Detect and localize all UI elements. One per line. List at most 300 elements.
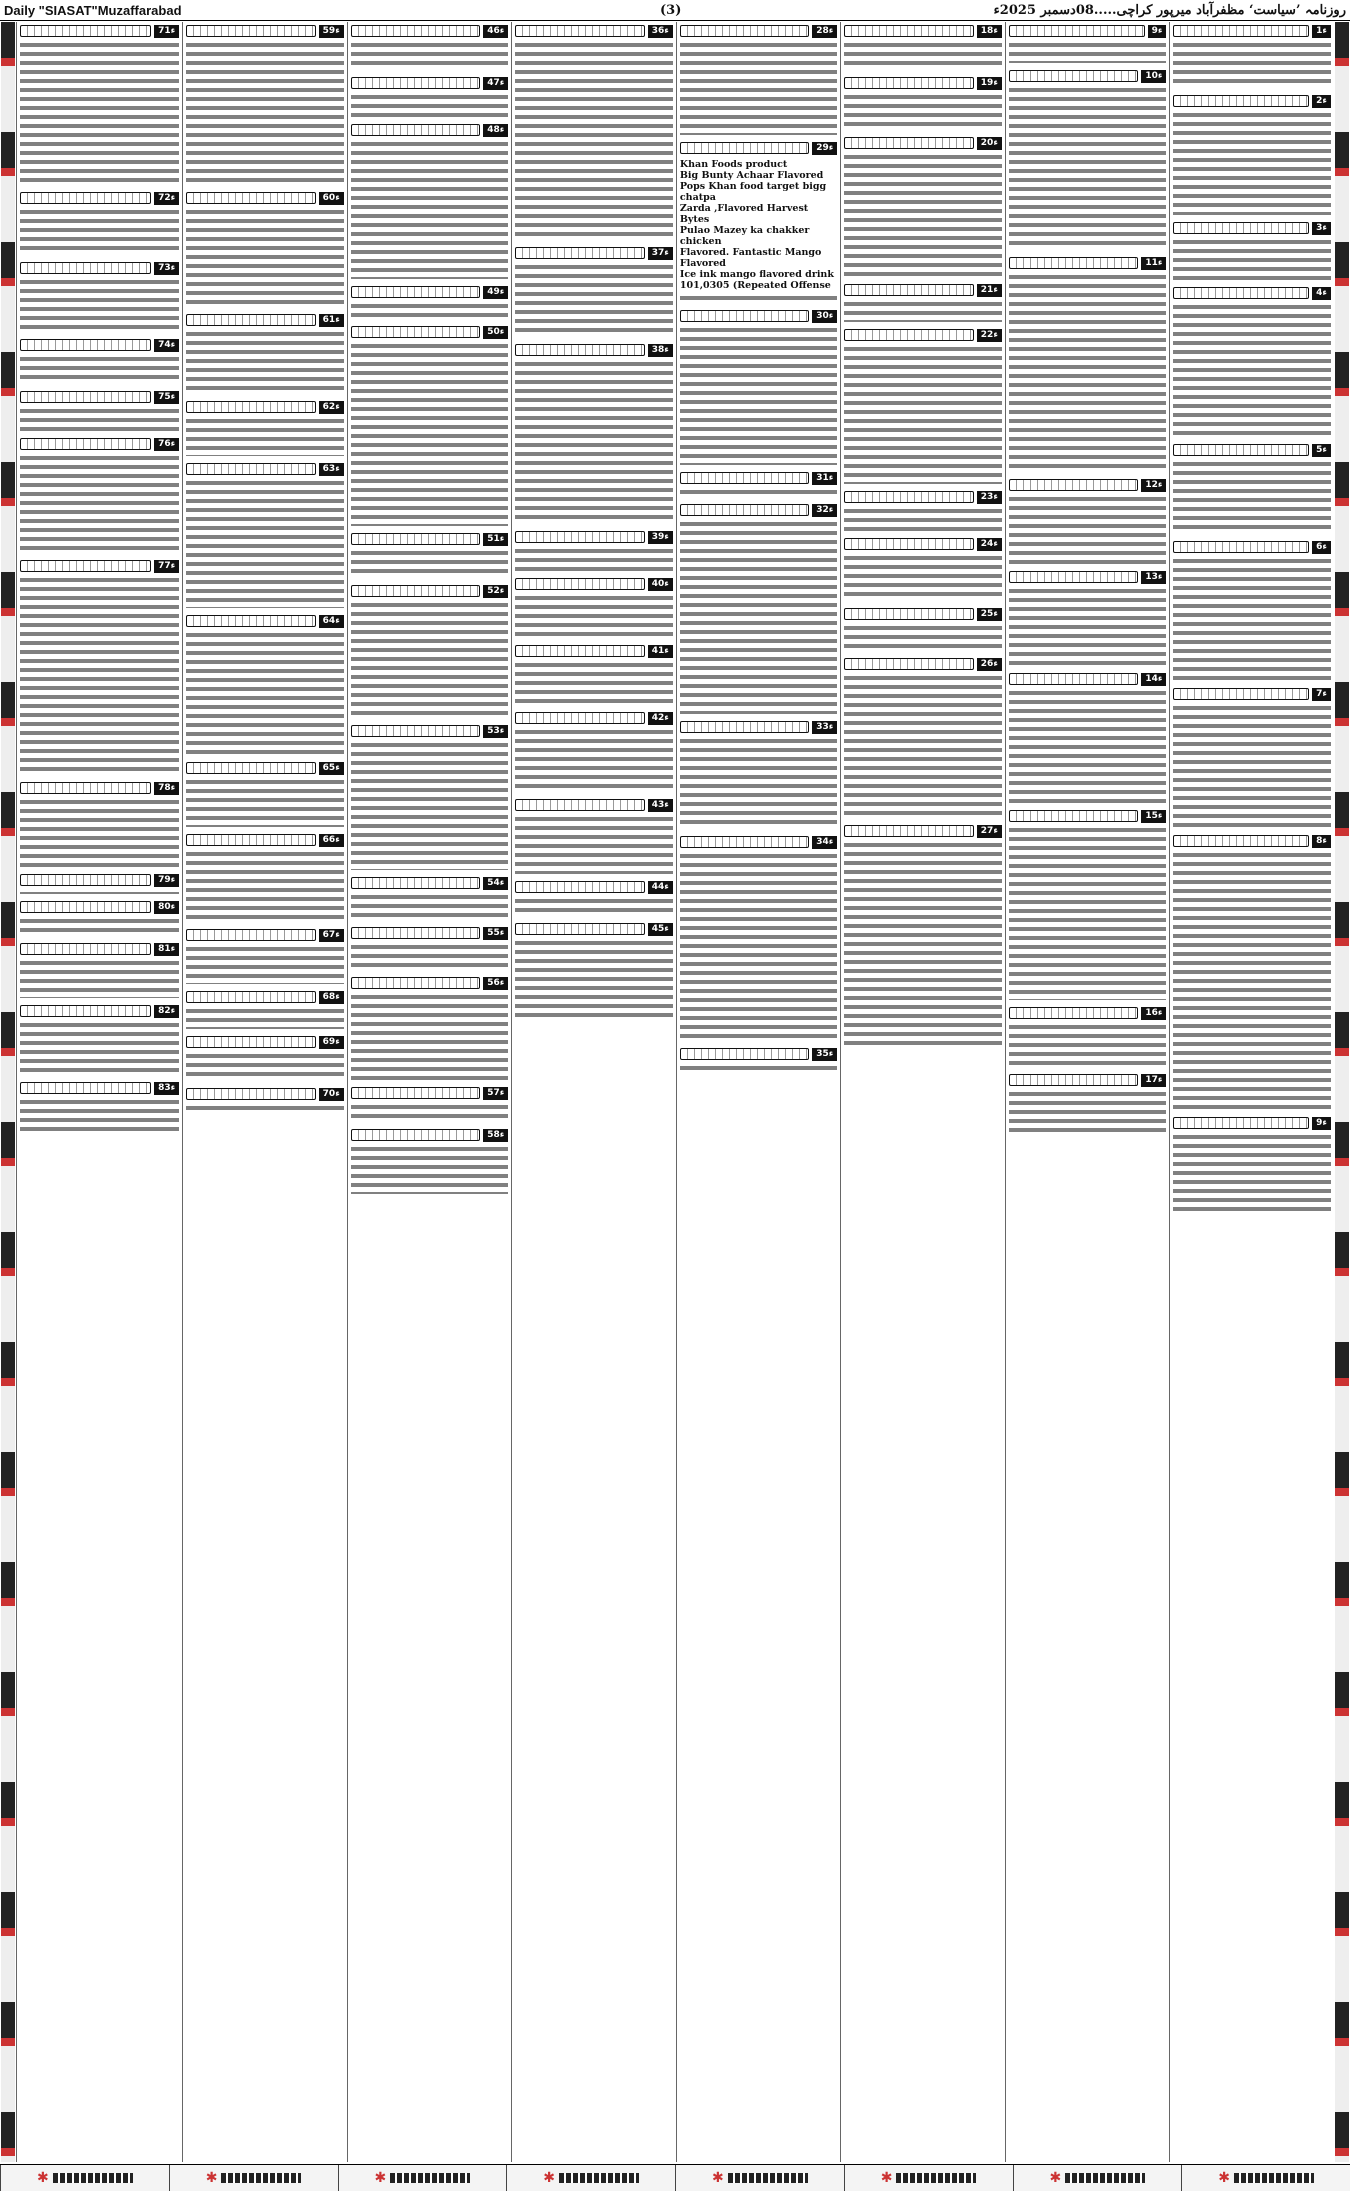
notice-columns (16, 22, 1334, 2162)
notice-title-banner (20, 560, 151, 572)
notice-header (844, 537, 1002, 551)
notice-title-banner (680, 142, 809, 154)
notice-item (1009, 478, 1167, 564)
notice-body-text (351, 942, 509, 970)
notice-item (20, 261, 179, 332)
notice-title-banner (515, 712, 644, 724)
notice-header (844, 607, 1002, 621)
notice-body-text (1009, 825, 1167, 1000)
notice-body-text (20, 207, 179, 255)
notice-header (351, 123, 509, 137)
notice-body-text (351, 600, 509, 718)
notice-column (1005, 22, 1170, 2162)
notice-item (844, 328, 1002, 484)
notice-body-text (351, 548, 509, 578)
notice-title-banner (1009, 257, 1138, 269)
notice-number: 23ء (977, 491, 1002, 504)
notice-header (1173, 687, 1331, 701)
notice-title-banner (1009, 673, 1138, 685)
notice-number: 53ء (483, 725, 508, 738)
notice-header (844, 76, 1002, 90)
notice-title-banner (515, 799, 644, 811)
notice-number: 21ء (977, 284, 1002, 297)
masthead-english-title: Daily "SIASAT"Muzaffarabad (4, 2, 182, 18)
notice-item (351, 532, 509, 578)
notice-title-banner (20, 262, 151, 274)
notice-item (20, 942, 179, 998)
notice-title-banner (680, 721, 809, 733)
notice-item (680, 720, 838, 829)
footer-logo-bar (1065, 2173, 1145, 2183)
notice-number: 70ء (319, 1088, 344, 1101)
notice-title-banner (844, 491, 973, 503)
notice-number: 9ء (1312, 1117, 1331, 1130)
notice-body-text (351, 740, 509, 870)
notice-number: 68ء (319, 991, 344, 1004)
notice-body-text (1173, 703, 1331, 828)
english-line: 101,0305 (Repeated Offense (679, 280, 831, 291)
notice-number: 24ء (977, 538, 1002, 551)
notice-body-text (351, 341, 509, 526)
notice-item (186, 191, 344, 307)
notice-title-banner (1173, 1117, 1309, 1129)
notice-number: 38ء (648, 344, 673, 357)
notice-body-text (1173, 110, 1331, 215)
notice-title-banner (186, 762, 315, 774)
notice-number: 33ء (812, 721, 837, 734)
notice-number: 27ء (977, 825, 1002, 838)
footer-cell (506, 2165, 675, 2191)
notice-header (1173, 834, 1331, 848)
notice-number: 28ء (812, 25, 837, 38)
notice-body-text (186, 1103, 344, 1113)
notice-body-text (186, 207, 344, 307)
notice-number: 64ء (319, 615, 344, 628)
notice-body-text (844, 152, 1002, 277)
notice-title-banner (1173, 222, 1309, 234)
notice-title-banner (680, 504, 809, 516)
notice-title-banner (680, 836, 809, 848)
notice-body-text (20, 453, 179, 553)
english-line: Pops Khan food target bigg chatpa (679, 181, 827, 203)
notice-item (515, 577, 673, 638)
notice-header (351, 24, 509, 38)
notice-title-banner (20, 943, 151, 955)
footer-logo-bar (390, 2173, 470, 2183)
notice-title-banner (351, 725, 480, 737)
notice-title-banner (351, 533, 480, 545)
notice-item (1173, 24, 1331, 88)
notice-title-banner (351, 124, 480, 136)
notice-number: 36ء (648, 25, 673, 38)
notice-item (351, 876, 509, 920)
notice-number: 10ء (1141, 70, 1166, 83)
notice-column (840, 22, 1005, 2162)
notice-body-text (20, 1097, 179, 1132)
notice-item (1173, 834, 1331, 1110)
notice-number: 75ء (154, 391, 179, 404)
notice-title-banner (844, 137, 973, 149)
notice-body-text (1173, 459, 1331, 534)
notice-number: 78ء (154, 782, 179, 795)
notice-title-banner (1173, 25, 1309, 37)
notice-item (1009, 24, 1167, 63)
notice-body-text (844, 506, 1002, 531)
notice-title-banner (515, 881, 644, 893)
notice-body-text (515, 546, 673, 571)
notice-item (1173, 540, 1331, 681)
notice-header (844, 657, 1002, 671)
english-product-list (680, 157, 838, 293)
notice-item (20, 338, 179, 384)
notice-header (20, 191, 179, 205)
left-border-strip (1, 22, 15, 2162)
notice-number: 47ء (483, 77, 508, 90)
notice-item (20, 873, 179, 894)
notice-item (515, 880, 673, 916)
notice-item (351, 724, 509, 870)
notice-number: 61ء (319, 314, 344, 327)
notice-body-text (680, 519, 838, 714)
notice-item (1009, 256, 1167, 472)
notice-number: 17ء (1141, 1074, 1166, 1087)
notice-item (351, 123, 509, 279)
notice-item (20, 900, 179, 936)
notice-title-banner (1009, 479, 1138, 491)
notice-header (186, 400, 344, 414)
star-ornament-icon: ✱ (37, 2170, 49, 2186)
notice-header (20, 1081, 179, 1095)
notice-header (351, 1086, 509, 1100)
notice-item (351, 325, 509, 526)
notice-title-banner (1173, 688, 1309, 700)
notice-title-banner (20, 339, 151, 351)
notice-header (186, 833, 344, 847)
notice-header (186, 1035, 344, 1049)
notice-body-text (844, 299, 1002, 322)
notice-title-banner (1009, 1074, 1138, 1086)
notice-item (515, 530, 673, 571)
notice-number: 29ء (812, 142, 837, 155)
notice-header (844, 824, 1002, 838)
notice-title-banner (680, 310, 809, 322)
notice-header (351, 1128, 509, 1142)
notice-header (515, 343, 673, 357)
notice-header (186, 24, 344, 38)
notice-item (680, 141, 838, 303)
notice-header (351, 926, 509, 940)
notice-item (20, 781, 179, 867)
notice-title-banner (680, 472, 809, 484)
notice-title-banner (186, 834, 315, 846)
notice-number: 81ء (154, 943, 179, 956)
notice-number: 9ء (1148, 25, 1167, 38)
notice-header (20, 900, 179, 914)
notice-body-text (351, 1144, 509, 1194)
notice-header (844, 136, 1002, 150)
notice-number: 57ء (483, 1087, 508, 1100)
notice-header (1009, 24, 1167, 38)
notice-header (186, 614, 344, 628)
notice-title-banner (844, 329, 973, 341)
footer-logo-bar (221, 2173, 301, 2183)
notice-body-text (20, 406, 179, 431)
footer-logo-bar (559, 2173, 639, 2183)
notice-title-banner (515, 923, 644, 935)
notice-number: 19ء (977, 77, 1002, 90)
notice-item (844, 24, 1002, 70)
notice-header (20, 781, 179, 795)
notice-body-text (1173, 302, 1331, 437)
notice-header (680, 720, 838, 734)
notice-number: 83ء (154, 1082, 179, 1095)
notice-number: 63ء (319, 463, 344, 476)
notice-header (20, 24, 179, 38)
notice-body-text (1173, 40, 1331, 88)
star-ornament-icon: ✱ (1218, 2170, 1230, 2186)
notice-body-text (186, 777, 344, 827)
notice-header (1173, 221, 1331, 235)
notice-header (186, 1087, 344, 1101)
notice-number: 71ء (154, 25, 179, 38)
notice-number: 52ء (483, 585, 508, 598)
notice-header (20, 1004, 179, 1018)
notice-title-banner (515, 247, 644, 259)
notice-header (1173, 24, 1331, 38)
notice-header (1173, 443, 1331, 457)
notice-header (20, 873, 179, 887)
notice-header (844, 328, 1002, 342)
notice-header (1173, 1116, 1331, 1130)
notice-title-banner (351, 25, 480, 37)
notice-number: 30ء (812, 310, 837, 323)
notice-item (351, 76, 509, 117)
notice-body-text (515, 660, 673, 705)
notice-body-text (186, 329, 344, 394)
notice-item (844, 537, 1002, 601)
notice-body-text (1009, 586, 1167, 666)
notice-body-text (1009, 272, 1167, 472)
notice-title-banner (1009, 1007, 1138, 1019)
footer-cell (675, 2165, 844, 2191)
notice-header (515, 922, 673, 936)
notice-title-banner (844, 825, 973, 837)
notice-header (351, 532, 509, 546)
notice-item (1009, 1073, 1167, 1137)
notice-body-text (515, 727, 673, 792)
notice-number: 43ء (648, 799, 673, 812)
notice-header (351, 584, 509, 598)
notice-body-text (1173, 850, 1331, 1110)
notice-header (1009, 478, 1167, 492)
notice-body-text (1173, 1132, 1331, 1212)
notice-title-banner (186, 991, 315, 1003)
notice-title-banner (186, 314, 315, 326)
notice-body-text (844, 344, 1002, 484)
notice-body-text (186, 40, 344, 185)
notice-title-banner (20, 1082, 151, 1094)
footer-cell (1013, 2165, 1182, 2191)
notice-item (844, 490, 1002, 531)
notice-body-text (351, 92, 509, 117)
notice-title-banner (844, 284, 973, 296)
page-footer (0, 2164, 1350, 2191)
notice-title-banner (844, 658, 973, 670)
notice-item (1173, 443, 1331, 534)
notice-number: 41ء (648, 645, 673, 658)
notice-item (844, 136, 1002, 277)
notice-number: 59ء (319, 25, 344, 38)
notice-title-banner (351, 326, 480, 338)
notice-title-banner (1009, 25, 1145, 37)
notice-number: 1ء (1312, 25, 1331, 38)
notice-number: 49ء (483, 286, 508, 299)
notice-header (515, 577, 673, 591)
notice-body-text (351, 1102, 509, 1122)
notice-header (1173, 540, 1331, 554)
notice-item (20, 1004, 179, 1075)
notice-item (844, 607, 1002, 651)
notice-item (20, 1081, 179, 1132)
notice-header (844, 24, 1002, 38)
notice-header (351, 285, 509, 299)
notice-header (186, 761, 344, 775)
notice-header (680, 24, 838, 38)
star-ornament-icon: ✱ (1049, 2170, 1062, 2186)
notice-header (844, 283, 1002, 297)
notice-title-banner (351, 877, 480, 889)
notice-item (515, 644, 673, 705)
notice-number: 42ء (648, 712, 673, 725)
notice-item (515, 711, 673, 792)
right-border-strip (1335, 22, 1349, 2162)
notice-header (515, 246, 673, 260)
english-line: Ice ink mango flavored drink (679, 269, 834, 280)
notice-title-banner (186, 192, 315, 204)
notice-item (20, 437, 179, 553)
notice-body-text (186, 478, 344, 608)
notice-title-banner (20, 438, 151, 450)
notice-title-banner (20, 192, 151, 204)
notice-body-text (680, 293, 838, 303)
notice-header (351, 876, 509, 890)
notice-header (680, 1047, 838, 1061)
notice-header (1009, 256, 1167, 270)
notice-item (20, 390, 179, 431)
notice-number: 39ء (648, 531, 673, 544)
notice-body-text (1009, 1089, 1167, 1137)
notice-header (1009, 570, 1167, 584)
notice-number: 34ء (812, 836, 837, 849)
notice-number: 14ء (1141, 673, 1166, 686)
notice-number: 45ء (648, 923, 673, 936)
notice-number: 18ء (977, 25, 1002, 38)
notice-header (680, 309, 838, 323)
notice-item (1009, 672, 1167, 803)
notice-title-banner (515, 578, 644, 590)
notice-number: 6ء (1312, 541, 1331, 554)
notice-body-text (351, 892, 509, 920)
notice-body-text (515, 938, 673, 1018)
notice-title-banner (186, 929, 315, 941)
notice-item (680, 24, 838, 135)
notice-item (351, 1086, 509, 1122)
notice-header (186, 191, 344, 205)
notice-title-banner (1009, 70, 1138, 82)
notice-number: 62ء (319, 401, 344, 414)
notice-body-text (20, 575, 179, 775)
notice-item (186, 614, 344, 755)
notice-item (680, 835, 838, 1041)
notice-body-text (20, 797, 179, 867)
notice-item (515, 922, 673, 1018)
notice-title-banner (186, 1036, 315, 1048)
notice-header (515, 880, 673, 894)
notice-body-text (186, 944, 344, 984)
notice-number: 7ء (1312, 688, 1331, 701)
notice-column (511, 22, 676, 2162)
notice-header (351, 76, 509, 90)
notice-body-text (1009, 494, 1167, 564)
footer-logo-bar (728, 2173, 808, 2183)
notice-header (20, 942, 179, 956)
notice-body-text (351, 992, 509, 1080)
notice-item (186, 928, 344, 984)
notice-body-text (844, 840, 1002, 1050)
notice-number: 73ء (154, 262, 179, 275)
notice-header (186, 313, 344, 327)
notice-item (1173, 286, 1331, 437)
notice-title-banner (515, 645, 644, 657)
notice-number: 79ء (154, 874, 179, 887)
notice-item (186, 1087, 344, 1113)
notice-body-text (680, 851, 838, 1041)
notice-item (1009, 69, 1167, 250)
notice-header (515, 644, 673, 658)
notice-title-banner (844, 538, 973, 550)
notice-title-banner (1009, 810, 1138, 822)
footer-logo-bar (1234, 2173, 1314, 2183)
notice-header (680, 141, 838, 155)
notice-body-text (515, 359, 673, 524)
notice-item (186, 462, 344, 608)
notice-title-banner (351, 977, 480, 989)
notice-item (844, 824, 1002, 1050)
notice-title-banner (1173, 541, 1309, 553)
notice-title-banner (20, 391, 151, 403)
notice-number: 22ء (977, 329, 1002, 342)
notice-title-banner (20, 1005, 151, 1017)
english-line: Zarda ,Flavored Harvest Bytes (679, 203, 809, 225)
notice-body-text (680, 487, 838, 497)
notice-item (844, 657, 1002, 818)
notice-header (844, 490, 1002, 504)
notice-number: 48ء (483, 124, 508, 137)
notice-item (351, 24, 509, 70)
notice-number: 32ء (812, 504, 837, 517)
notice-number: 15ء (1141, 810, 1166, 823)
notice-title-banner (351, 1129, 480, 1141)
notice-item (186, 833, 344, 922)
notice-item (351, 976, 509, 1080)
notice-item (680, 503, 838, 714)
notice-number: 20ء (977, 137, 1002, 150)
notice-title-banner (186, 401, 315, 413)
masthead-urdu-title: روزنامہ ’سیاست‘ مظفرآباد میرپور کراچی.....08دسمبر 2025ء (993, 2, 1346, 18)
notice-title-banner (1173, 444, 1309, 456)
star-ornament-icon: ✱ (374, 2170, 387, 2186)
masthead (0, 0, 1350, 21)
